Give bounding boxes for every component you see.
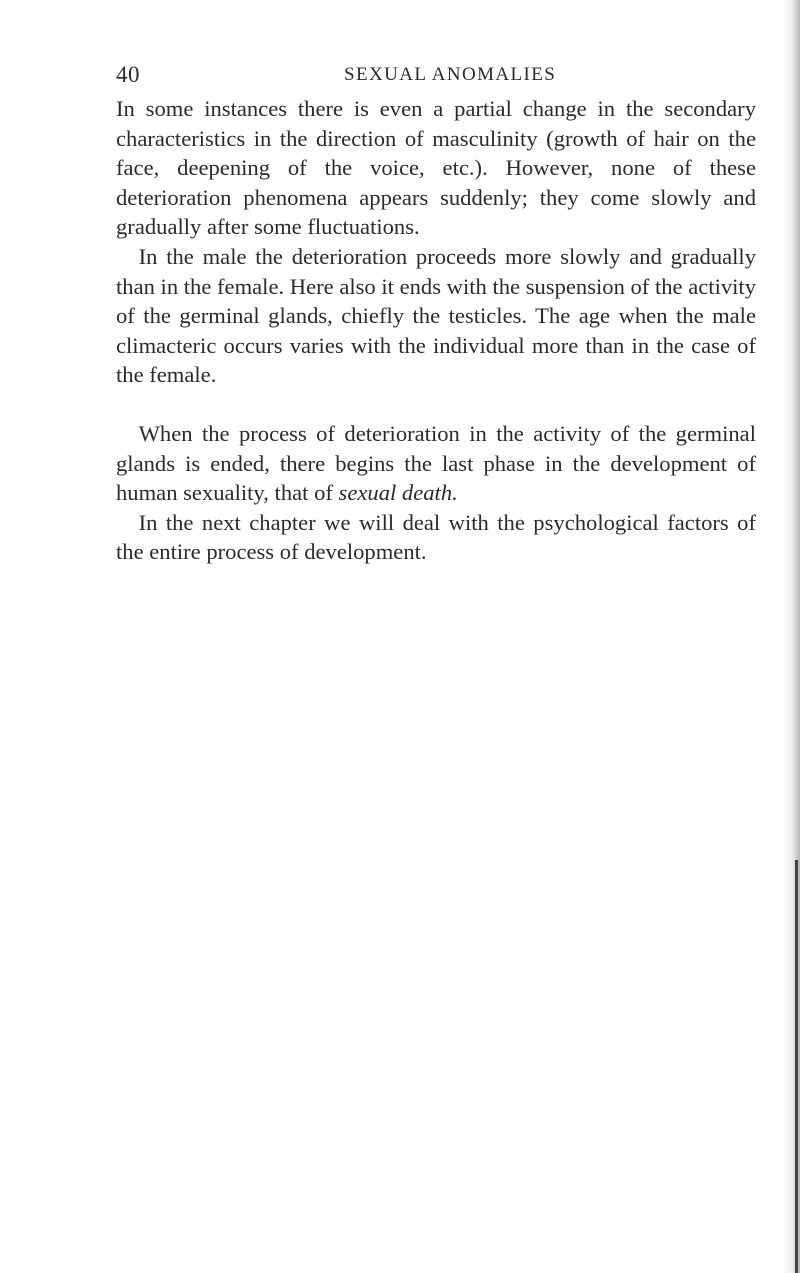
page-edge-line	[795, 860, 798, 1273]
page-number: 40	[116, 62, 140, 87]
paragraph-4: In the next chapter we will deal with the psychological factors of the entire process of development.	[116, 509, 756, 565]
paragraph-1: In some instances there is even a partial change in the secondary characteristics in the direction of masculinity (growth of hair on the face, deepening of the voice, etc.). However, none of these deterioration phenomena appears suddenly; they come slowly and gradually after some fluctuations.	[116, 96, 756, 240]
running-head: SEXUAL ANOMALIES	[344, 64, 557, 85]
paragraph-3-text: When the process of deterioration in the activity of the germinal glands is ended, there begins the last phase in the development of human sexuality, that of	[116, 420, 756, 506]
paragraph-3	[116, 419, 756, 508]
body-text	[116, 94, 756, 567]
paragraph-2: In the male the deterioration proceeds more slowly and gradually than in the female. Here also it ends with the suspension of the activity of the germinal glands, chiefly the testicles. The age when the male climacteric occurs varies with the individual more than in the case of the female.	[116, 243, 756, 388]
sexual-death-emphasis: sexual death.	[338, 480, 458, 506]
page-header	[116, 62, 756, 92]
